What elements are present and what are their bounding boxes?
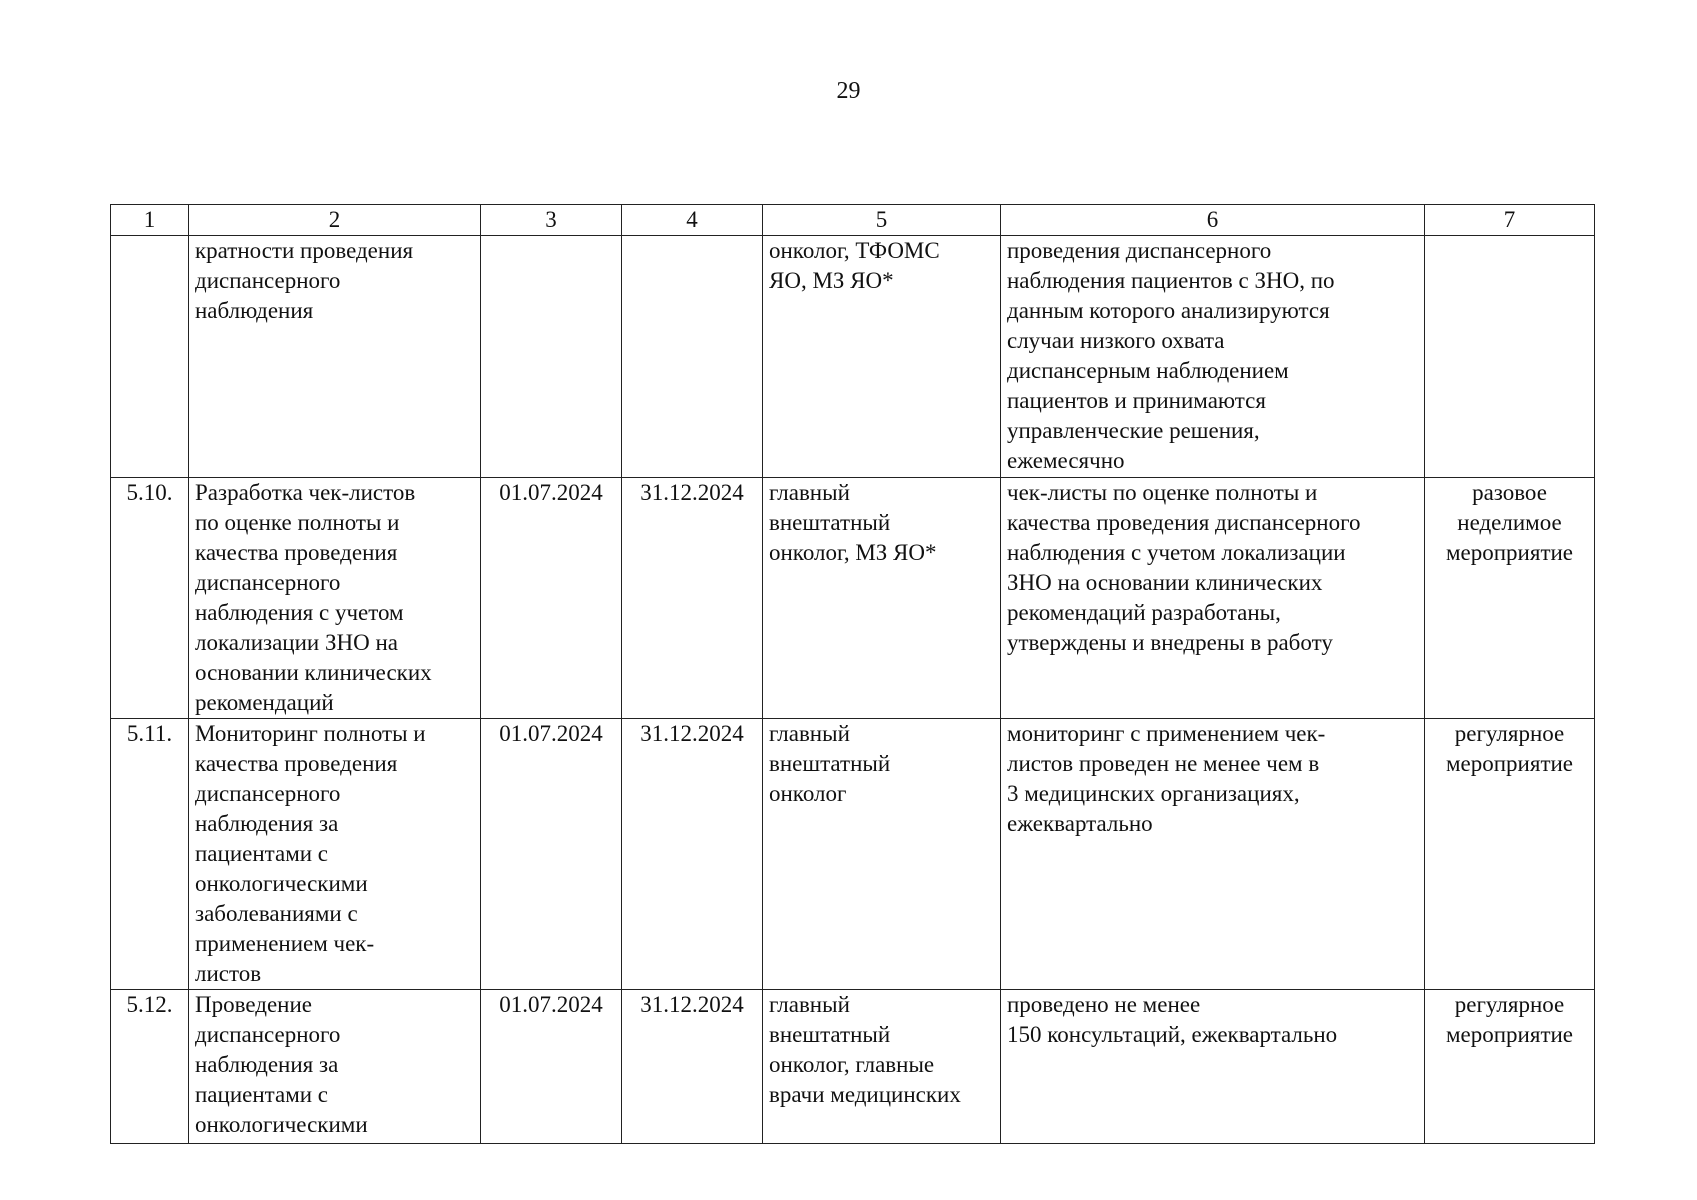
action-text: кратности проведения диспансерного наблюдения bbox=[195, 238, 414, 323]
type-text: регулярное мероприятие bbox=[1445, 721, 1574, 776]
responsible-text: главный внештатный онколог bbox=[769, 721, 891, 806]
type-cell bbox=[1425, 719, 1595, 990]
responsible-cell bbox=[763, 719, 1001, 990]
type-cell bbox=[1425, 478, 1595, 719]
start-date: 01.07.2024 bbox=[481, 719, 622, 990]
action-text: Разработка чек-листов по оценке полноты и качества проведения диспансерного наблюдения с учетом локализации ЗНО на основании клинических рекомендаций bbox=[195, 480, 432, 715]
start-date bbox=[481, 236, 622, 478]
column-header: 6 bbox=[1001, 205, 1425, 236]
row-number bbox=[111, 236, 189, 478]
column-header: 3 bbox=[481, 205, 622, 236]
responsible-cell bbox=[763, 236, 1001, 478]
type-text: регулярное мероприятие bbox=[1445, 992, 1574, 1047]
page-number: 29 bbox=[836, 78, 861, 104]
responsible-cell bbox=[763, 990, 1001, 1144]
table-row bbox=[111, 719, 1595, 990]
table-row bbox=[111, 236, 1595, 478]
action-cell bbox=[189, 236, 481, 478]
type-cell bbox=[1425, 236, 1595, 478]
action-cell bbox=[189, 990, 481, 1144]
end-date bbox=[622, 236, 763, 478]
end-date: 31.12.2024 bbox=[622, 478, 763, 719]
result-text: чек-листы по оценке полноты и качества проведения диспансерного наблюдения с учетом локализации ЗНО на основании клинических рекомендаций разработаны, утверждены и внедрены в работу bbox=[1007, 480, 1361, 655]
action-cell bbox=[189, 478, 481, 719]
row-number: 5.10. bbox=[111, 478, 189, 719]
responsible-text: главный внештатный онколог, МЗ ЯО* bbox=[769, 480, 937, 565]
responsible-cell bbox=[763, 478, 1001, 719]
result-cell bbox=[1001, 236, 1425, 478]
column-header: 7 bbox=[1425, 205, 1595, 236]
action-cell bbox=[189, 719, 481, 990]
row-number: 5.11. bbox=[111, 719, 189, 990]
result-text: проведения диспансерного наблюдения пациентов с ЗНО, по данным которого анализируются случаи низкого охвата диспансерным наблюдением пациентов и принимаются управленческие решения, ежемесячно bbox=[1007, 238, 1335, 473]
result-text: проведено не менее 150 консультаций, ежеквартально bbox=[1007, 992, 1338, 1047]
table-row bbox=[111, 990, 1595, 1144]
start-date: 01.07.2024 bbox=[481, 990, 622, 1144]
end-date: 31.12.2024 bbox=[622, 719, 763, 990]
type-text: разовое неделимое мероприятие bbox=[1445, 480, 1574, 565]
table-row bbox=[111, 478, 1595, 719]
plan-table bbox=[110, 204, 1595, 1144]
column-header: 4 bbox=[622, 205, 763, 236]
column-header: 2 bbox=[189, 205, 481, 236]
end-date: 31.12.2024 bbox=[622, 990, 763, 1144]
table-header-row bbox=[111, 205, 1595, 236]
column-header: 1 bbox=[111, 205, 189, 236]
type-cell bbox=[1425, 990, 1595, 1144]
result-cell bbox=[1001, 990, 1425, 1144]
column-header: 5 bbox=[763, 205, 1001, 236]
start-date: 01.07.2024 bbox=[481, 478, 622, 719]
result-text: мониторинг с применением чек- листов проведен не менее чем в 3 медицинских организациях, ежеквартально bbox=[1007, 721, 1326, 836]
row-number: 5.12. bbox=[111, 990, 189, 1144]
result-cell bbox=[1001, 719, 1425, 990]
responsible-text: главный внештатный онколог, главные врачи медицинских bbox=[769, 992, 961, 1107]
result-cell bbox=[1001, 478, 1425, 719]
action-text: Проведение диспансерного наблюдения за пациентами с онкологическими bbox=[195, 992, 368, 1137]
action-text: Мониторинг полноты и качества проведения диспансерного наблюдения за пациентами с онкологическими заболеваниями с применением чек- листов bbox=[195, 721, 426, 986]
responsible-text: онколог, ТФОМС ЯО, МЗ ЯО* bbox=[769, 238, 940, 293]
